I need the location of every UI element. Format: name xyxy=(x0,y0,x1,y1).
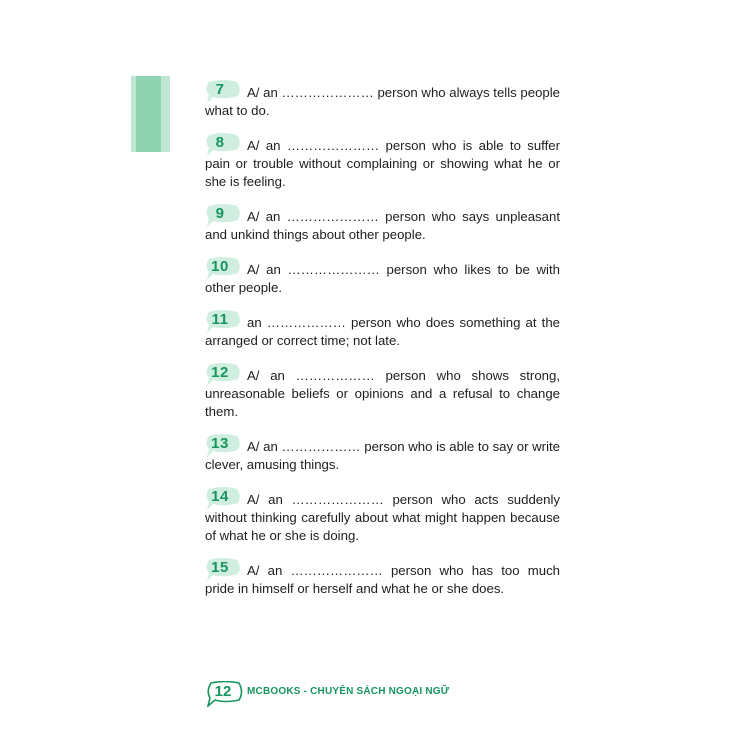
exercise-text: A/ an ………………… person who is able to suffer pain or trouble without complaining or showing what he or she is feeling. xyxy=(205,138,560,189)
publisher-brand: MCBOOKS - CHUYÊN SÁCH NGOẠI NGỮ xyxy=(247,686,450,697)
exercise-text: an ……………… person who does something at the arranged or correct time; not late. xyxy=(205,315,560,348)
exercise-text: A/ an ………………… person who always tells people what to do. xyxy=(205,85,560,118)
exercise-number: 12 xyxy=(211,364,229,381)
exercise-number: 9 xyxy=(215,205,225,222)
speech-bubble-icon xyxy=(205,362,242,386)
page-edge-tab-stripe xyxy=(136,76,161,152)
page-footer xyxy=(205,681,465,705)
exercise-item xyxy=(205,433,560,474)
exercise-number: 14 xyxy=(211,488,229,505)
exercise-text: A/ an ……………… person who is able to say or write clever, amusing things. xyxy=(205,439,560,472)
exercise-text: A/ an ………………… person who acts suddenly without thinking carefully about what might happen because of what he or she is doing. xyxy=(205,492,560,543)
speech-bubble-icon xyxy=(205,486,242,510)
exercise-number: 10 xyxy=(211,258,229,275)
exercise-item xyxy=(205,309,560,350)
exercise-item xyxy=(205,132,560,191)
exercise-item xyxy=(205,557,560,598)
exercise-item xyxy=(205,203,560,244)
exercise-text: A/ an ………………… person who says unpleasant and unkind things about other people. xyxy=(205,209,560,242)
exercise-text: A/ an ………………… person who has too much pride in himself or herself and what he or she does. xyxy=(205,563,560,596)
exercise-item xyxy=(205,362,560,421)
exercise-number: 15 xyxy=(211,559,229,576)
speech-bubble-icon xyxy=(205,557,242,581)
exercise-number: 11 xyxy=(211,311,229,328)
speech-bubble-icon xyxy=(205,309,242,333)
exercise-item xyxy=(205,79,560,120)
exercise-text: A/ an ……………… person who shows strong, unreasonable beliefs or opinions and a refusal to change them. xyxy=(205,368,560,419)
exercise-item xyxy=(205,256,560,297)
exercise-number: 7 xyxy=(215,81,225,98)
speech-bubble-icon xyxy=(205,132,242,156)
exercise-number: 13 xyxy=(211,435,229,452)
exercise-text: A/ an ………………… person who likes to be with other people. xyxy=(205,262,560,295)
speech-bubble-icon xyxy=(205,203,242,227)
page-number: 12 xyxy=(214,683,232,700)
speech-bubble-icon xyxy=(205,79,242,103)
speech-bubble-icon xyxy=(205,433,242,457)
exercise-item xyxy=(205,486,560,545)
exercise-number: 8 xyxy=(215,134,225,151)
speech-bubble-icon xyxy=(205,256,242,280)
